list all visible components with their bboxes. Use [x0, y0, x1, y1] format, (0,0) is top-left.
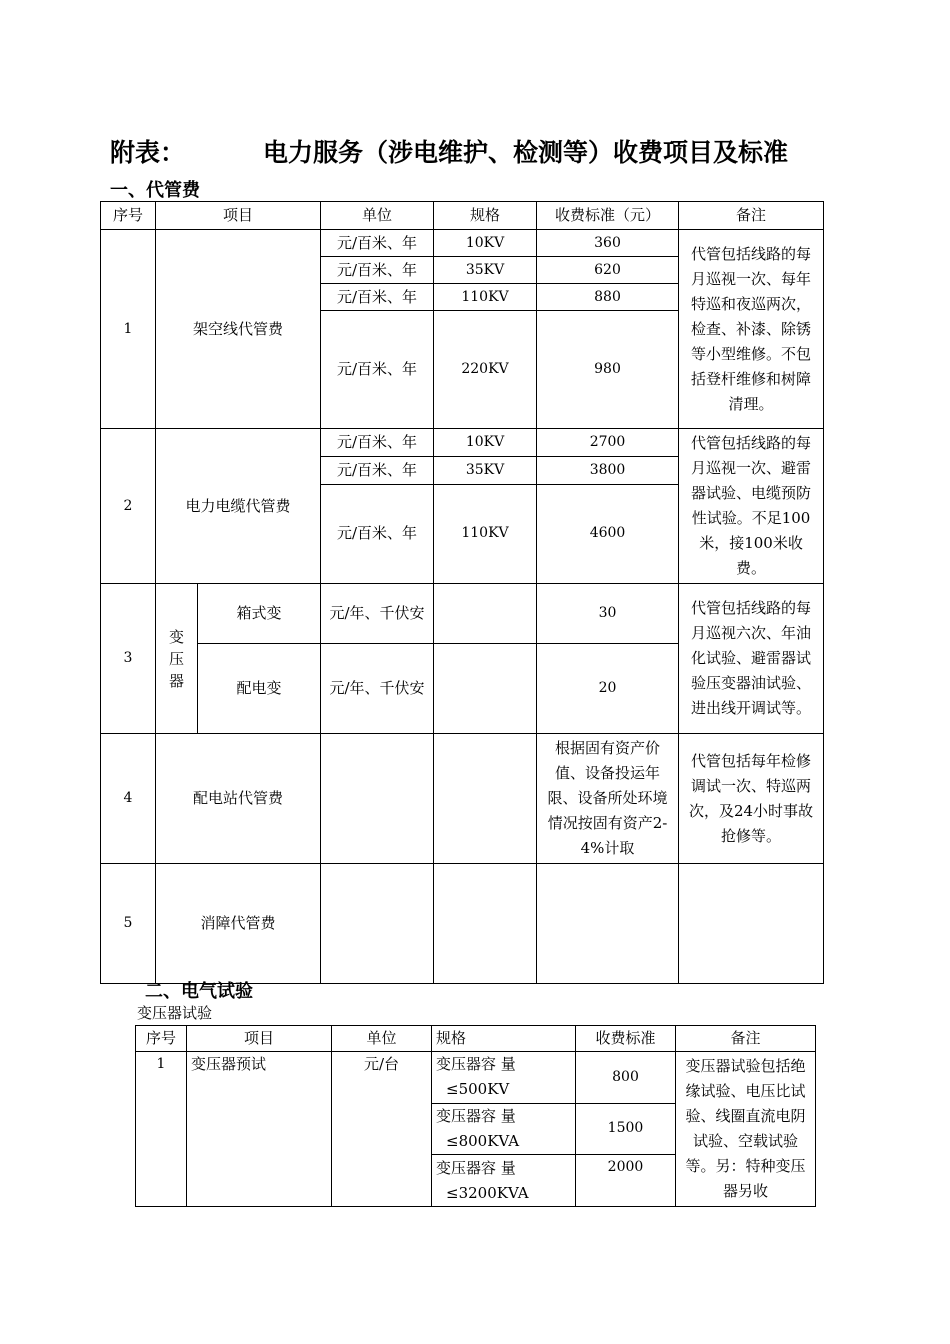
spec-cell [434, 644, 537, 734]
header-cell: 序号 [101, 202, 156, 230]
note-cell: 代管包括每年检修调试一次、特巡两次，及24小时事故抢修等。 [679, 734, 824, 864]
header-cell: 规格 [432, 1026, 576, 1052]
header-cell: 单位 [321, 202, 434, 230]
header-cell: 备注 [676, 1026, 816, 1052]
spec-line: 变压器容 量 [436, 1055, 516, 1074]
note-cell [679, 864, 824, 984]
spec-cell: 35KV [434, 257, 537, 284]
header-cell: 备注 [679, 202, 824, 230]
section1-heading: 一、代管费 [110, 180, 200, 201]
table-row [136, 1052, 816, 1104]
unit-cell: 元/百米、年 [321, 311, 434, 429]
item-name: 消障代管费 [156, 864, 321, 984]
spec-cell [432, 1052, 576, 1104]
spec-cell: 110KV [434, 284, 537, 311]
unit-cell: 元/百米、年 [321, 484, 434, 583]
fee-cell [537, 864, 679, 984]
fee-table-management [100, 201, 824, 984]
row-number: 5 [101, 864, 156, 984]
table-row [101, 864, 824, 984]
section2-heading: 二、电气试验 [145, 981, 253, 1002]
item-name-vertical: 变压器 [169, 627, 185, 690]
unit-cell: 元/年、千伏安 [321, 644, 434, 734]
spec-line: ≤800KVA [446, 1131, 520, 1150]
title-prefix: 附表： [110, 138, 186, 167]
spec-cell [434, 584, 537, 644]
item-name: 配电站代管费 [156, 734, 321, 864]
header-cell: 单位 [332, 1026, 432, 1052]
fee-cell: 30 [537, 584, 679, 644]
spec-cell: 10KV [434, 230, 537, 257]
header-cell: 项目 [156, 202, 321, 230]
note-cell: 代管包括线路的每月巡视一次、避雷器试验、电缆预防性试验。不足100米，接100米收费。 [679, 429, 824, 584]
spec-line: ≤3200KVA [446, 1183, 529, 1202]
unit-cell: 元/年、千伏安 [321, 584, 434, 644]
header-cell: 序号 [136, 1026, 187, 1052]
spec-cell: 35KV [434, 456, 537, 484]
fee-cell: 360 [537, 230, 679, 257]
spec-cell: 110KV [434, 484, 537, 583]
spec-cell [432, 1103, 576, 1155]
unit-cell [321, 734, 434, 864]
table-row [101, 734, 824, 864]
fee-cell: 1500 [576, 1103, 676, 1155]
table-row [101, 429, 824, 457]
header-cell: 项目 [187, 1026, 332, 1052]
unit-cell [321, 864, 434, 984]
item-name: 电力电缆代管费 [156, 429, 321, 584]
unit-cell: 元/百米、年 [321, 257, 434, 284]
note-cell: 变压器试验包括绝缘试验、电压比试验、线圈直流电阴试验、空载试验等。另：特种变压器另收 [676, 1052, 816, 1207]
header-cell: 收费标准 [576, 1026, 676, 1052]
table-header-row [101, 202, 824, 230]
fee-cell: 800 [576, 1052, 676, 1104]
section2-subheading: 变压器试验 [137, 1004, 213, 1022]
spec-line: ≤500KV [446, 1080, 510, 1099]
row-number: 4 [101, 734, 156, 864]
unit-cell: 元/百米、年 [321, 284, 434, 311]
row-number: 1 [136, 1052, 187, 1207]
note-cell: 代管包括线路的每月巡视六次、年油化试验、避雷器试验压变器油试验、进出线开调试等。 [679, 584, 824, 734]
unit-cell: 元/百米、年 [321, 429, 434, 457]
page-title: 电力服务（涉电维护、检测等）收费项目及标准 [263, 138, 789, 167]
fee-cell: 620 [537, 257, 679, 284]
fee-cell: 980 [537, 311, 679, 429]
item-name: 变压器预试 [187, 1052, 332, 1207]
fee-cell: 20 [537, 644, 679, 734]
table-row [101, 584, 824, 644]
fee-cell: 2000 [576, 1155, 676, 1207]
header-cell: 规格 [434, 202, 537, 230]
fee-cell: 根据固有资产价值、设备投运年限、设备所处环境情况按固有资产2-4%计取 [537, 734, 679, 864]
fee-cell: 880 [537, 284, 679, 311]
sub-item: 配电变 [198, 644, 321, 734]
spec-cell [432, 1155, 576, 1207]
fee-cell: 3800 [537, 456, 679, 484]
fee-cell: 4600 [537, 484, 679, 583]
spec-cell: 10KV [434, 429, 537, 457]
unit-cell: 元/台 [332, 1052, 432, 1207]
unit-cell: 元/百米、年 [321, 456, 434, 484]
table-header-row [136, 1026, 816, 1052]
row-number: 2 [101, 429, 156, 584]
note-cell: 代管包括线路的每月巡视一次、每年特巡和夜巡两次，检查、补漆、除锈等小型维修。不包括登杆维修和树障清理。 [679, 230, 824, 429]
fee-table-electrical-test [135, 1025, 816, 1207]
item-name: 架空线代管费 [156, 230, 321, 429]
spec-cell: 220KV [434, 311, 537, 429]
unit-cell: 元/百米、年 [321, 230, 434, 257]
spec-line: 变压器容 量 [436, 1106, 516, 1125]
spec-cell [434, 864, 537, 984]
item-name [156, 584, 198, 734]
row-number: 1 [101, 230, 156, 429]
sub-item: 箱式变 [198, 584, 321, 644]
header-cell: 收费标准（元） [537, 202, 679, 230]
spec-cell [434, 734, 537, 864]
table-row [101, 230, 824, 257]
spec-line: 变压器容 量 [436, 1158, 516, 1177]
row-number: 3 [101, 584, 156, 734]
fee-cell: 2700 [537, 429, 679, 457]
